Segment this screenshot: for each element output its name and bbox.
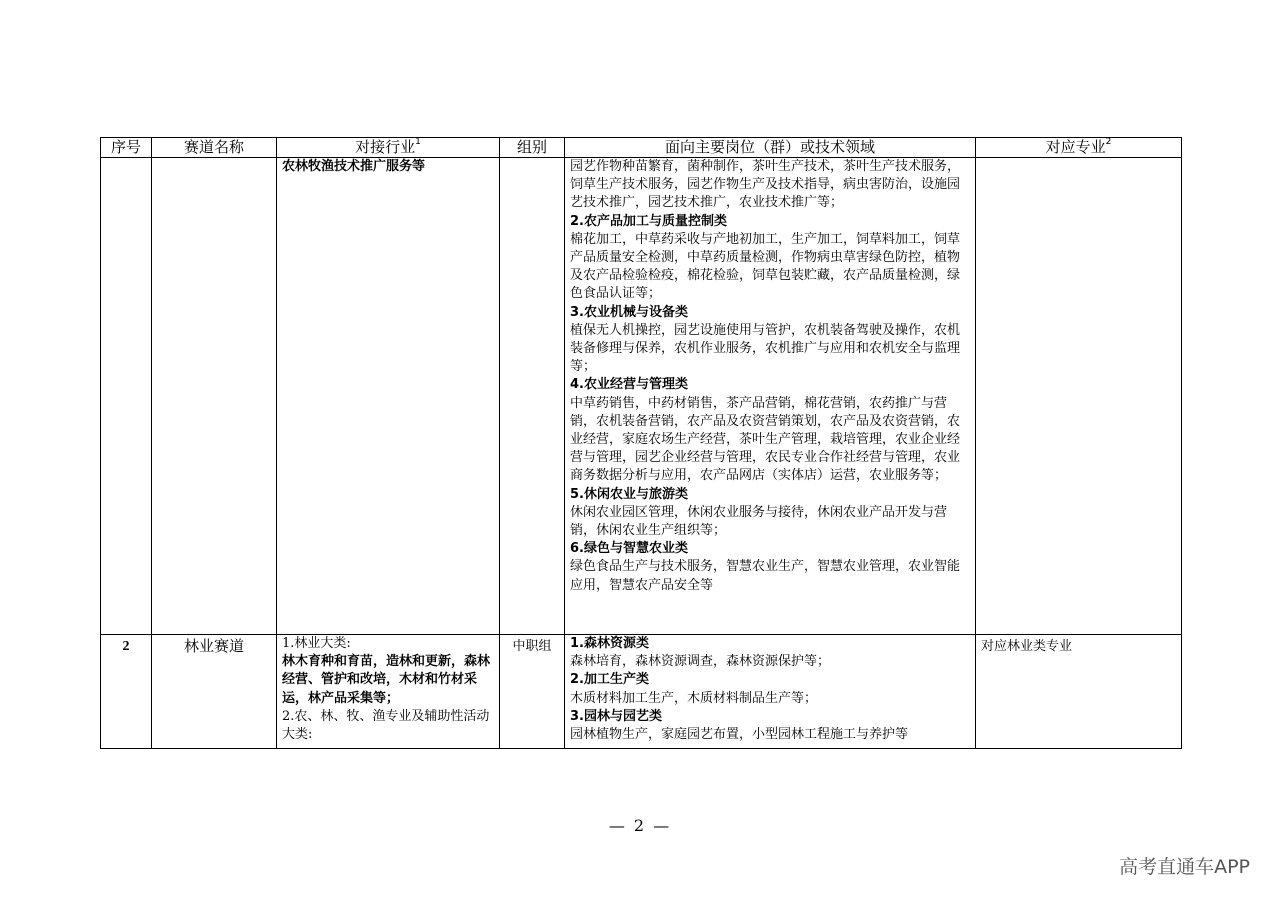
row1-block-3-heading: 3.农业机械与设备类 <box>570 304 688 320</box>
row2-major-cell <box>976 635 1182 749</box>
row2-seq-cell <box>101 635 152 749</box>
row1-track-cell <box>152 158 277 635</box>
header-major: 对应专业$^2$ <box>976 138 1182 158</box>
row1-block-6-text: 绿色食品生产与技术服务，智慧农业生产，智慧农业管理，农业智能应用，智慧农产品安全等 <box>570 559 961 593</box>
row1-block-2-text: 棉花加工，中草药采收与产地初加工，生产加工，饲草料加工，饲草产品质量安全检测，中草药质量检测，作物病虫草害绿色防控，植物及农产品检验检疫，棉花检验，饲草包装贮藏，农产品质量检测，绿色食品认证等； <box>570 231 961 302</box>
row1-block-4-text: 中草药销售，中药材销售，茶产品营销，棉花营销，农药推广与营销，农机装备营销，农产品及农资营销策划，农产品及农资营销，农业经营，家庭农场生产经营，茶叶生产管理，栽培管理，农业企业经营与管理，园艺企业经营与管理，农民专业合作社经营与管理，农业商务数据分析与应用，农产品网店（实体店）运营，农业服务等； <box>570 395 961 484</box>
row1-group-cell <box>500 158 565 635</box>
row2-industry-line1: 1.林业大类: <box>282 636 351 651</box>
footnote-1: 1 <box>415 137 421 147</box>
header-seq: 序号 <box>101 138 152 158</box>
row1-block-1-text: 园艺作物种苗繁育，菌种制作，茶叶生产技术，茶叶生产技术服务，饲草生产技术服务，园艺作物生产及技术指导，病虫害防治，设施园艺技术推广，园艺技术推广，农业技术推广等； <box>570 159 961 211</box>
footnote-2: 2 <box>1105 137 1112 147</box>
row2-block-3-heading: 3.园林与园艺类 <box>570 708 662 724</box>
row1-industry-cell <box>277 158 500 635</box>
row1-major-cell <box>976 158 1182 635</box>
row2-industry-cell <box>277 635 500 749</box>
row2-block-3-text: 园林植物生产，家庭园艺布置，小型园林工程施工与养护等 <box>570 727 909 743</box>
header-group: 组别 <box>500 138 565 158</box>
row2-seq: 2 <box>122 639 130 654</box>
row2-track-cell <box>152 635 277 749</box>
row2-block-2-text: 木质材料加工生产，木质材料制品生产等； <box>570 690 818 706</box>
header-industry: 对接行业$^1$ <box>277 138 500 158</box>
header-row <box>101 138 1182 158</box>
row1-block-5-text: 休闲农业园区管理，休闲农业服务与接待，休闲农业产品开发与营销，休闲农业生产组织等； <box>570 504 948 539</box>
row2-major: 对应林业类专业 <box>981 639 1073 654</box>
row2-industry-bold: 林木育种和育苗，造林和更新，森林经营、管护和改培，木材和竹材采运，林产品采集等； <box>282 654 491 706</box>
row1-block-2-heading: 2.农产品加工与质量控制类 <box>570 213 727 229</box>
row2-group: 中职组 <box>512 639 552 654</box>
header-track: 赛道名称 <box>152 138 277 158</box>
row1-block-6-heading: 6.绿色与智慧农业类 <box>570 541 688 557</box>
row2-positions-cell <box>565 635 976 749</box>
header-positions: 面向主要岗位（群）或技术领域 <box>565 138 976 158</box>
row1-block-3-text: 植保无人机操控，园艺设施使用与管护，农机装备驾驶及操作，农机装备修理与保养，农机作业服务，农机推广与应用和农机安全与监理等； <box>570 322 961 375</box>
row1-industry-text: 农林牧渔技术推广服务等 <box>282 159 426 174</box>
row2-industry-line3: 2.农、林、牧、渔专业及辅助性活动大类: <box>282 708 490 743</box>
row1-block-5-heading: 5.休闲农业与旅游类 <box>570 486 688 502</box>
competition-table <box>100 137 1182 749</box>
watermark: 高考直通车APP <box>1119 856 1250 878</box>
row1-seq-cell <box>101 158 152 635</box>
row2-track-name: 林业赛道 <box>183 637 244 655</box>
table-row <box>101 635 1182 749</box>
row1-block-4-heading: 4.农业经营与管理类 <box>570 377 688 393</box>
row1-positions-cell <box>565 158 976 635</box>
row2-group-cell <box>500 635 565 749</box>
page-number: — 2 — <box>608 816 672 835</box>
row2-block-2-heading: 2.加工生产类 <box>570 672 649 688</box>
table-row <box>101 158 1182 635</box>
row2-block-1-heading: 1.森林资源类 <box>570 636 649 651</box>
row2-block-1-text: 森林培育，森林资源调查，森林资源保护等； <box>570 654 831 670</box>
